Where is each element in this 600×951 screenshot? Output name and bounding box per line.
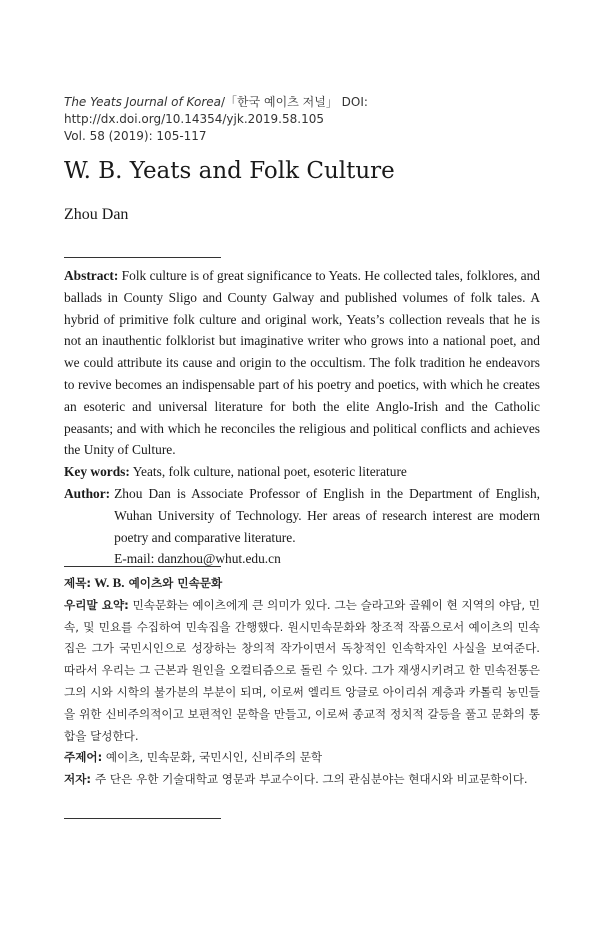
abstract-paragraph <box>64 265 540 461</box>
korean-keywords-label: 주제어: <box>64 750 103 765</box>
divider-bottom <box>64 818 221 819</box>
divider-middle <box>64 566 221 567</box>
korean-summary-label: 우리말 요약: <box>64 597 129 612</box>
korean-keywords-paragraph <box>64 747 540 769</box>
journal-citation-line <box>64 94 564 128</box>
korean-title-label: 제목: <box>64 576 92 590</box>
abstract-label: Abstract: <box>64 268 119 283</box>
english-abstract-section <box>64 265 540 570</box>
korean-summary-text: 민속문화는 예이츠에게 큰 의미가 있다. 그는 슬라고와 골웨이 현 지역의 야담, 민속, 및 민요를 수집하여 민속집을 간행했다. 원시민속문화와 창조적 작품으로서 예이츠의 민속집은 그가 국민시인으로 성장하는 창의적 작가이면서 독창적인 인속학자인 사실을 보여준다. 따라서 우리는 그 근본과 원인을 오컬티즘으로 돌린 수 있다. 그가 재생시키려고 한 민속전통은 그의 시와 시학의 불가분의 부분이 되며, 이로써 엘리트 앙글로 아이리쉬 계층과 카톨릭 농민들을 위한 신비주의적이고 보편적인 문학을 만들고, 이로써 종교적 정치적 갈등을 풀고 문화의 통합을 달성한다. <box>64 597 541 743</box>
journal-korean-name: /「한국 예이츠 저널」 <box>221 95 338 109</box>
korean-title-en: W. B. <box>91 575 125 590</box>
author-email[interactable]: E-mail: danzhou@whut.edu.cn <box>114 551 281 567</box>
author-note-text: Zhou Dan is Associate Professor of English in the Department of English, Wuhan University of Technology. Her areas of research interest are modern poetry and comparative literature. <box>114 485 540 545</box>
journal-header <box>64 94 564 145</box>
abstract-text: Folk culture is of great significance to Yeats. He collected tales, folklores, and ballads in County Sligo and County Galway and published volumes of folk tales. A hybrid of primitive folk culture and original work, Yeats’s collection reveals that he is not an inauthentic folklorist but imaginative writer who grows into a national poet, and we could attribute its cause and origin to the occultism. The folk tradition he endeavors to revive becomes an indispensable part of his poetry and poetics, with which he creates an esoteric and universal literature for both the elite Anglo-Irish and the Catholic peasants; and with which he reconciles the religious and political conflicts and achieves the Unity of Culture. <box>64 268 540 458</box>
doi-link[interactable]: DOI: http://dx.doi.org/10.14354/yjk.2019.58.105 <box>64 95 368 126</box>
article-author: Zhou Dan <box>64 206 129 223</box>
author-note-body <box>114 483 540 570</box>
keywords-text: Yeats, folk culture, national poet, esoteric literature <box>129 464 407 480</box>
keywords-label: Key words: <box>64 464 130 480</box>
keywords-paragraph <box>64 461 540 483</box>
korean-keywords-text: 예이츠, 민속문화, 국민시인, 신비주의 문학 <box>102 750 323 765</box>
divider-top <box>64 257 221 258</box>
korean-title-text: 예이츠와 민속문화 <box>124 576 223 590</box>
korean-title-line <box>64 572 540 595</box>
korean-summary-section <box>64 572 540 791</box>
korean-author-text: 주 단은 우한 기술대학교 영문과 부교수이다. 그의 관심분야는 현대시와 비교문학이다. <box>95 772 528 787</box>
volume-info: Vol. 58 (2019): 105-117 <box>64 129 207 143</box>
korean-author-label: 저자: <box>64 772 92 787</box>
author-note-label: Author: <box>64 485 111 501</box>
korean-summary-paragraph <box>64 595 540 748</box>
author-note <box>64 483 540 570</box>
article-title: W. B. Yeats and Folk Culture <box>64 158 395 184</box>
journal-name: The Yeats Journal of Korea <box>64 95 222 109</box>
korean-author-note <box>64 769 540 791</box>
